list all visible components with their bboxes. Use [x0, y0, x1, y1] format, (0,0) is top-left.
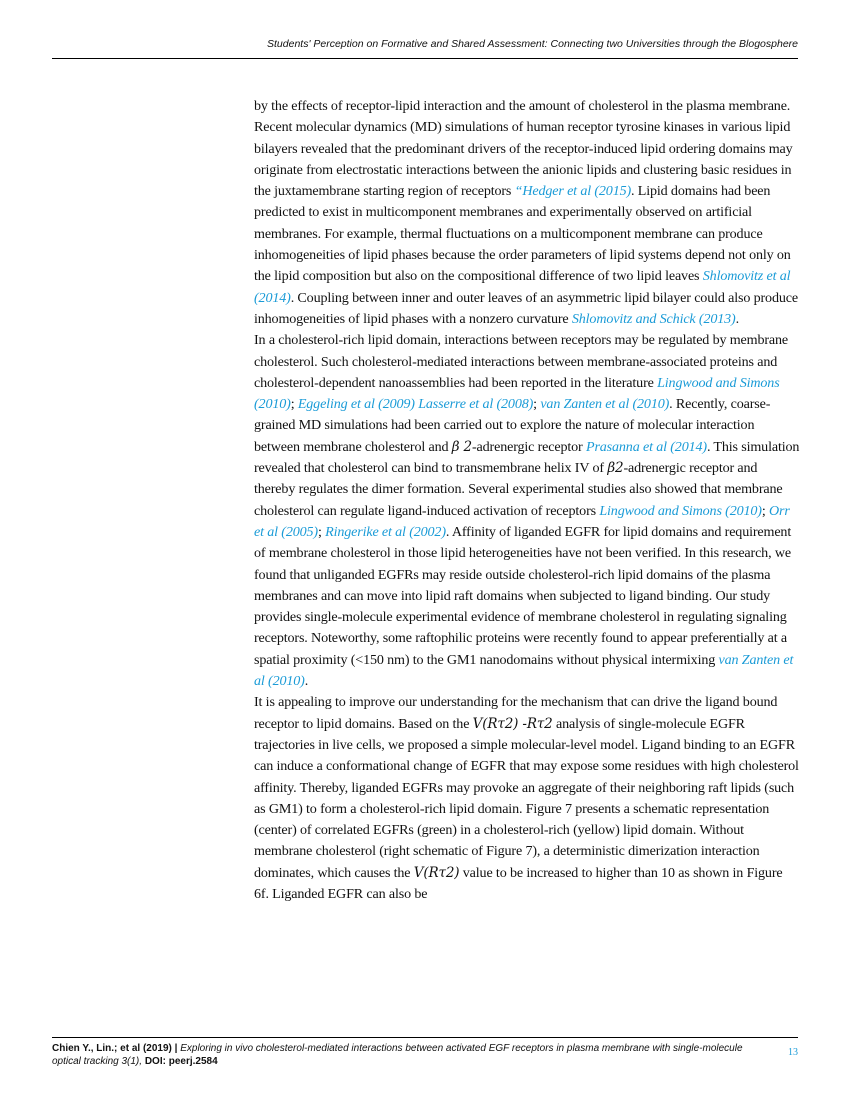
citation-link[interactable]: Shlomovitz and Schick (2013): [571, 310, 736, 327]
text-run: . This simulation revealed that cholesterol can bind to transmembrane helix IV of: [254, 438, 800, 477]
paragraph-3: [254, 692, 800, 905]
citation-link[interactable]: Shlomovitz et al (2014): [254, 268, 791, 306]
text-run: by the effects of receptor-lipid interaction and the amount of cholesterol in the plasma membrane. Recent molecular dynamics (MD) simulations of human receptor tyrosine kinases in various lipid bilayers revealed that the predominant drivers of the receptor-induced lipid ordering domains may originate from electrostatic interactions between the anionic lipids and clustering basic residues in the juxtamembrane starting region of receptors: [254, 98, 793, 200]
citation-link[interactable]: Eggeling et al (2009): [297, 396, 415, 413]
text-run: ;: [761, 502, 769, 519]
footer-citation: [52, 1043, 752, 1068]
citation-link[interactable]: Orr et al (2005): [254, 502, 790, 540]
beta2-symbol: β 2: [451, 438, 473, 455]
text-run: value to be increased to higher than 10 as shown in Figure 6f. Liganded EGFR can also be: [254, 864, 783, 902]
paragraph-2: [254, 330, 800, 692]
page-number: 13: [788, 1047, 798, 1058]
citation-link[interactable]: van Zanten et al (2010): [540, 396, 670, 413]
footer-authors: Chien Y., Lin.; et al (2019): [52, 1043, 172, 1054]
footer-title: Exploring in vivo cholesterol-mediated interactions between activated EGF receptors in plasma membrane with single-molecule optical tracking 3(1),: [52, 1043, 743, 1067]
citation-link[interactable]: Prasanna et al (2014): [585, 438, 707, 455]
text-run: . Lipid domains had been predicted to exist in multicomponent membranes and experimentally observed on artificial membranes. For example, thermal fluctuations on a multicomponent membrane can produce inhomogeneities of lipid phases because the order parameters of lipid systems depend not only on the lipid composition but also on the compositional difference of two lipid leaves: [254, 183, 791, 285]
text-run: -adrenergic receptor: [472, 438, 586, 455]
citation-link[interactable]: Lingwood and Simons (2010): [254, 374, 780, 413]
text-run: . Coupling between inner and outer leaves of an asymmetric lipid bilayer could also produce inhomogeneities of lipid phases with a nonzero curvature: [254, 289, 798, 327]
article-body: [254, 96, 800, 905]
text-run: It is appealing to improve our understanding for the mechanism that can drive the ligand bound receptor to lipid domains. Based on the: [254, 694, 778, 732]
text-run: ;: [317, 523, 326, 540]
text-run: . Recently, coarse-grained MD simulations had been carried out to explore the nature of molecular interaction between membrane cholesterol and: [254, 396, 771, 455]
citation-link[interactable]: Ringerike et al (2002): [325, 523, 446, 540]
text-run: ;: [533, 396, 541, 413]
citation-link[interactable]: “Hedger et al (2015): [514, 183, 632, 200]
text-run: In a cholesterol-rich lipid domain, interactions between receptors may be regulated by membrane cholesterol. Such cholesterol-mediated interactions between membrane-associated proteins and cholesterol-dependent nanoassemblies had been reported in the literature: [254, 332, 789, 391]
text-run: ;: [290, 396, 298, 413]
text-run: analysis of single-molecule EGFR trajectories in live cells, we proposed a simple molecular-level model. Ligand binding to an EGFR can induce a conformational change of EGFR that may expose some residues with high cholesterol affinity. Thereby, liganded EGFRs may provoke an aggregate of their neighboring raft lipids (such as GM1) to form a cholesterol-rich lipid domain. Figure 7 presents a schematic representation (center) of correlated EGFRs (green) in a cholesterol-rich (yellow) lipid domain. Without membrane cholesterol (right schematic of Figure 7), a deterministic dimerization interaction dominates, which causes the: [254, 715, 799, 881]
running-header: Students' Perception on Formative and Shared Assessment: Connecting two Universities through the Blogosphere: [267, 38, 798, 50]
citation-link[interactable]: van Zanten et al (2010): [254, 651, 794, 690]
variance-formula: V(Rτ2) -Rτ2: [472, 715, 553, 732]
variance-formula: V(Rτ2): [413, 864, 460, 881]
text-run: .: [304, 673, 309, 690]
text-run: -adrenergic receptor and thereby regulates the dimer formation. Several experimental studies also showed that membrane cholesterol can regulate ligand-induced activation of receptors: [254, 460, 783, 519]
footer-doi: DOI: peerj.2584: [144, 1055, 218, 1067]
footer-divider: [52, 1037, 798, 1038]
citation-link[interactable]: Lingwood and Simons (2010): [599, 502, 762, 519]
header-divider: [52, 58, 798, 59]
beta2-symbol: β2: [607, 460, 624, 477]
text-run: . Affinity of liganded EGFR for lipid domains and requirement of membrane cholesterol in those lipid heterogeneities have not been verified. In this research, we found that unliganded EGFRs may reside outside cholesterol-rich lipid domains of the plasma membranes and can move into lipid raft domains when subjected to ligand binding. Our study provides single-molecule experimental evidence of membrane cholesterol in regulating signaling receptors. Noteworthy, some raftophilic proteins were recently found to appear preferentially at a spatial proximity (<150 nm) to the GM1 nanodomains without physical intermixing: [254, 523, 792, 668]
footer-separator: |: [171, 1043, 181, 1054]
paragraph-1: [254, 96, 800, 330]
citation-link[interactable]: Lasserre et al (2008): [418, 396, 534, 413]
text-run: .: [735, 310, 739, 327]
